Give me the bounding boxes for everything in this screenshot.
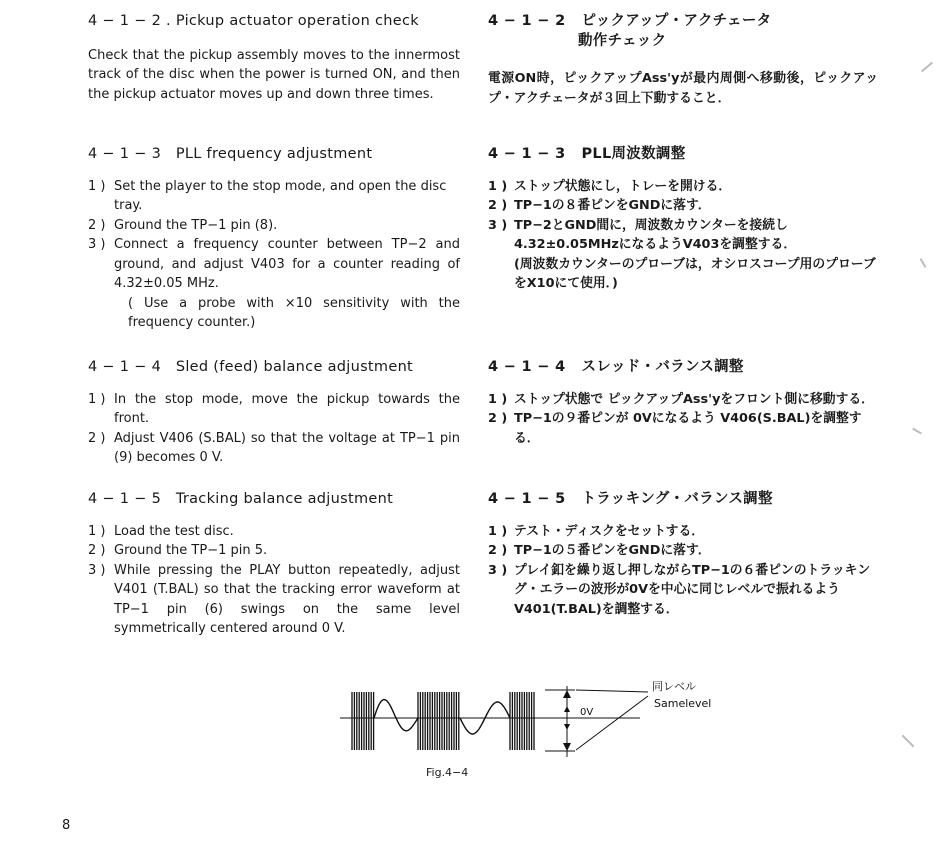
scan-mark <box>902 735 915 748</box>
section-heading: 4 − 1 − 4 Sled (feed) balance adjustment <box>88 359 414 375</box>
scan-mark <box>912 428 922 435</box>
step-number: 2 ) <box>88 543 106 558</box>
step-number: 2 ) <box>88 430 106 446</box>
step-item <box>488 409 878 448</box>
section-4-1-3-jp <box>488 145 878 294</box>
page-number: 8 <box>62 818 71 833</box>
section-body: 電源ON時，ピックアップAss'yが最内周側へ移動後，ピックアップ・アクチェータが３回上下動すること． <box>488 71 878 106</box>
step-number: 3 ) <box>488 562 508 578</box>
section-4-1-5-jp <box>488 490 878 619</box>
step-item <box>488 390 878 410</box>
step-text: ストップ状態にし，トレーを開ける． <box>514 178 732 194</box>
same-level-jp-label: 同レベル <box>652 680 696 693</box>
step-number: 3 ) <box>88 237 106 252</box>
step-number: 1 ) <box>488 178 508 194</box>
section-4-1-2-jp <box>488 12 878 108</box>
step-item <box>88 561 460 639</box>
same-level-en-label: Samelevel <box>654 697 712 710</box>
figure-caption: Fig.4−4 <box>426 766 469 779</box>
section-heading: 4 − 1 − 5 Tracking balance adjustment <box>88 491 394 507</box>
step-item <box>88 235 460 294</box>
step-text: TP−1の９番ピンが 0Vになるよう V406(S.BAL)を調整する． <box>514 411 862 446</box>
step-note: (周波数カウンターのプローブは，オシロスコープ用のプローブをX10にて使用．) <box>514 256 876 291</box>
step-text: In the stop mode, move the pickup towards the front. <box>114 391 460 426</box>
section-heading: 4 − 1 − 4 スレッド・バランス調整 <box>488 359 744 375</box>
step-item <box>88 390 460 429</box>
step-text: Ground the TP−1 pin 5. <box>114 543 268 558</box>
leader-line-bottom <box>576 696 648 750</box>
step-number: 1 ) <box>488 523 508 539</box>
step-number: 3 ) <box>488 217 508 233</box>
step-number: 1 ) <box>88 391 106 407</box>
section-4-1-2-en <box>88 12 460 104</box>
step-item <box>88 522 460 542</box>
step-item <box>488 177 878 197</box>
section-heading: 4 − 1 − 3 PLL frequency adjustment <box>88 146 373 162</box>
step-number: 2 ) <box>88 217 106 233</box>
step-text: Load the test disc. <box>114 523 234 539</box>
step-number: 2 ) <box>488 411 508 426</box>
step-note: ( Use a probe with ×10 sensitivity with the frequency counter.) <box>128 295 460 330</box>
step-item <box>88 177 460 216</box>
arrow-up-icon <box>563 690 571 698</box>
section-heading: 4 − 1 − 2 . Pickup actuator operation check <box>88 13 419 29</box>
step-number: 1 ) <box>88 178 106 194</box>
arrow-mid-up-icon <box>564 706 570 712</box>
step-number: 1 ) <box>488 391 508 407</box>
step-number: 2 ) <box>488 543 508 558</box>
arrow-down-icon <box>563 743 571 751</box>
step-number: 3 ) <box>88 562 106 578</box>
step-item <box>488 541 878 561</box>
section-body: Check that the pickup assembly moves to the innermost track of the disc when the power is turned ON, and then the pickup actuator moves up and down three times. <box>88 47 460 102</box>
waveform-bursts <box>352 692 534 750</box>
step-text: Set the player to the stop mode, and open the disc tray. <box>114 178 447 213</box>
scan-mark <box>921 62 933 73</box>
step-text: Connect a frequency counter between TP−2 and ground, and adjust V403 for a counter reading of 4.32±0.05 MHz. <box>114 237 460 291</box>
leader-line-top <box>576 690 648 692</box>
step-text: TP−1の５番ピンをGNDに落す． <box>514 543 711 558</box>
step-text: Ground the TP−1 pin (8). <box>114 217 278 233</box>
section-heading: 4 − 1 − 2 ピックアップ・アクチェータ <box>488 13 772 29</box>
section-4-1-3-en <box>88 145 460 333</box>
section-heading-line2: 動作チェック <box>578 32 667 49</box>
step-text: TP−2とGND間に，周波数カウンターを接続し4.32±0.05MHzになるようV403を調整する． <box>514 217 797 252</box>
section-4-1-4-jp <box>488 358 878 448</box>
section-4-1-4-en <box>88 358 460 468</box>
step-item <box>488 522 878 542</box>
step-text: テスト・ディスクをセットする． <box>514 523 705 539</box>
step-item <box>88 541 460 561</box>
section-heading: 4 − 1 − 3 PLL周波数調整 <box>488 146 686 162</box>
step-number: 2 ) <box>488 198 508 213</box>
section-heading: 4 − 1 − 5 トラッキング・バランス調整 <box>488 491 773 507</box>
section-4-1-5-en <box>88 490 460 639</box>
step-text: TP−1の８番ピンをGNDに落す． <box>514 198 711 213</box>
tracking-waveform-figure <box>340 672 740 782</box>
step-item <box>488 561 878 620</box>
step-item <box>488 196 878 216</box>
step-text: Adjust V406 (S.BAL) so that the voltage at TP−1 pin (9) becomes 0 V. <box>114 430 460 465</box>
step-text: プレイ釦を繰り返し押しながらTP−1の６番ピンのトラッキング・エラーの波形が0Vを中心に同じレベルで振れるようV401(T.BAL)を調整する． <box>514 562 871 617</box>
step-number: 1 ) <box>88 523 106 539</box>
arrow-mid-down-icon <box>564 724 570 730</box>
scan-mark <box>920 258 927 268</box>
step-text: ストップ状態で ピックアップAss'yをフロント側に移動する． <box>514 391 874 407</box>
zero-volt-label: 0V <box>580 707 594 718</box>
step-text: While pressing the PLAY button repeatedly, adjust V401 (T.BAL) so that the tracking error waveform at TP−1 pin (6) swings on the same level symmetrically centered around 0 V. <box>114 562 460 636</box>
step-item <box>88 429 460 468</box>
step-item <box>488 216 878 255</box>
step-item <box>88 216 460 236</box>
